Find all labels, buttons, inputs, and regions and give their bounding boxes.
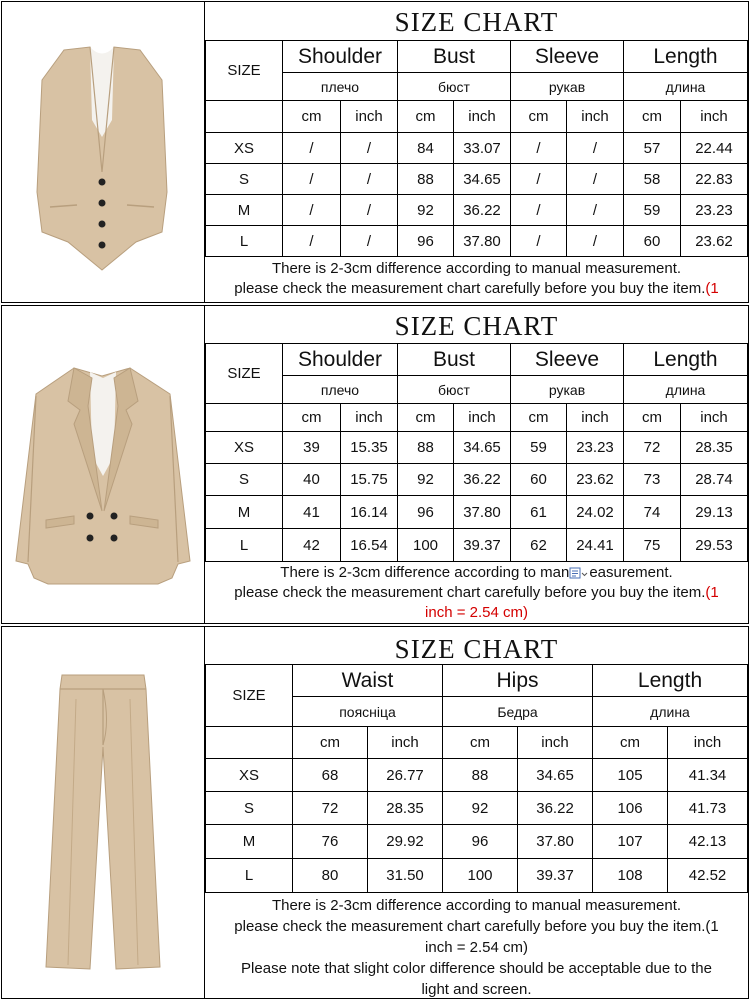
table-cell: 96 bbox=[398, 226, 454, 257]
table-cell: 72 bbox=[293, 792, 368, 825]
blazer-size-chart bbox=[205, 306, 748, 623]
unit-cell: cm bbox=[511, 404, 567, 432]
empty-cell bbox=[206, 727, 293, 759]
table-cell: 42.13 bbox=[668, 825, 748, 859]
table-cell: 41 bbox=[283, 496, 341, 529]
note-line: inch = 2.54 cm) bbox=[425, 939, 528, 956]
table-cell: XS bbox=[206, 432, 283, 464]
col-header-bust: Bust bbox=[398, 41, 511, 73]
vest-image bbox=[2, 2, 204, 304]
unit-cell: inch bbox=[341, 101, 398, 133]
vest-table bbox=[205, 40, 748, 257]
col-subheader: бюст bbox=[398, 73, 511, 101]
table-cell: XS bbox=[206, 759, 293, 792]
vest-size-chart bbox=[205, 2, 748, 299]
table-cell: 29.53 bbox=[681, 529, 748, 562]
empty-cell bbox=[206, 404, 283, 432]
table-cell: 80 bbox=[293, 859, 368, 893]
size-header: SIZE bbox=[206, 665, 293, 727]
unit-cell: cm bbox=[398, 101, 454, 133]
vest-panel bbox=[1, 1, 749, 303]
table-cell: / bbox=[341, 164, 398, 195]
table-cell: 36.22 bbox=[454, 195, 511, 226]
col-header-length: Length bbox=[624, 41, 748, 73]
unit-cell: inch bbox=[454, 404, 511, 432]
note-line: There is 2-3cm difference according to manual measurement. bbox=[271, 897, 682, 914]
col-subheader: длина bbox=[624, 376, 748, 404]
note-line: Please note that slight color difference should be acceptable due to the bbox=[241, 960, 712, 977]
table-cell: 24.41 bbox=[567, 529, 624, 562]
table-cell: M bbox=[206, 496, 283, 529]
col-header-length: Length bbox=[624, 344, 748, 376]
unit-cell: cm bbox=[593, 727, 668, 759]
table-cell: 88 bbox=[398, 164, 454, 195]
note-red-text: (1 bbox=[705, 280, 719, 297]
pants-panel bbox=[1, 626, 749, 999]
unit-cell: inch bbox=[454, 101, 511, 133]
col-header-waist: Waist bbox=[293, 665, 443, 697]
col-header-sleeve: Sleeve bbox=[511, 41, 624, 73]
table-cell: 34.65 bbox=[518, 759, 593, 792]
table-cell: 105 bbox=[593, 759, 668, 792]
blazer-table bbox=[205, 343, 748, 562]
table-cell: 88 bbox=[443, 759, 518, 792]
table-cell: 42 bbox=[283, 529, 341, 562]
table-cell: 28.35 bbox=[681, 432, 748, 464]
table-cell: 100 bbox=[398, 529, 454, 562]
unit-cell: cm bbox=[443, 727, 518, 759]
chart-title: SIZE CHART bbox=[394, 7, 559, 37]
table-cell: 92 bbox=[398, 464, 454, 496]
col-subheader: рукав bbox=[511, 376, 624, 404]
table-row bbox=[206, 133, 748, 164]
note-red-text: (1 bbox=[705, 584, 719, 601]
table-cell: 88 bbox=[398, 432, 454, 464]
table-cell: / bbox=[511, 195, 567, 226]
table-cell: 84 bbox=[398, 133, 454, 164]
table-row bbox=[206, 792, 748, 825]
table-cell: 23.62 bbox=[681, 226, 748, 257]
table-cell: S bbox=[206, 164, 283, 195]
unit-cell: inch bbox=[567, 101, 624, 133]
unit-cell: cm bbox=[624, 404, 681, 432]
table-cell: / bbox=[511, 164, 567, 195]
col-subheader: пояснiца bbox=[293, 697, 443, 727]
blazer-panel bbox=[1, 305, 749, 624]
col-subheader: длина bbox=[593, 697, 748, 727]
col-header-shoulder: Shoulder bbox=[283, 344, 398, 376]
table-cell: 36.22 bbox=[454, 464, 511, 496]
table-cell: 29.92 bbox=[368, 825, 443, 859]
note-line bbox=[205, 583, 748, 603]
table-row bbox=[206, 529, 748, 562]
note-red-line: inch = 2.54 cm) bbox=[425, 604, 528, 621]
table-cell: 59 bbox=[624, 195, 681, 226]
table-cell: 37.80 bbox=[454, 226, 511, 257]
table-cell: 39 bbox=[283, 432, 341, 464]
pants-image-column bbox=[2, 627, 205, 998]
table-cell: 40 bbox=[283, 464, 341, 496]
table-cell: 15.75 bbox=[341, 464, 398, 496]
table-row bbox=[206, 226, 748, 257]
unit-cell: cm bbox=[283, 101, 341, 133]
col-subheader: плечо bbox=[283, 376, 398, 404]
table-cell: 96 bbox=[443, 825, 518, 859]
table-cell: 73 bbox=[624, 464, 681, 496]
table-cell: 37.80 bbox=[454, 496, 511, 529]
table-cell: / bbox=[341, 133, 398, 164]
table-cell: 107 bbox=[593, 825, 668, 859]
table-cell: / bbox=[511, 226, 567, 257]
table-cell: 100 bbox=[443, 859, 518, 893]
col-header-sleeve: Sleeve bbox=[511, 344, 624, 376]
table-cell: S bbox=[206, 792, 293, 825]
table-cell: M bbox=[206, 825, 293, 859]
note-text: There is 2-3cm difference according to man bbox=[280, 564, 570, 581]
table-row bbox=[206, 432, 748, 464]
table-row bbox=[206, 164, 748, 195]
table-cell: 22.83 bbox=[681, 164, 748, 195]
note-line: There is 2-3cm difference according to manual measurement. bbox=[271, 260, 682, 277]
unit-cell: inch bbox=[518, 727, 593, 759]
table-cell: / bbox=[341, 226, 398, 257]
note-text: please check the measurement chart carefully before you buy the item. bbox=[234, 584, 706, 601]
table-cell: / bbox=[567, 133, 624, 164]
table-cell: 96 bbox=[398, 496, 454, 529]
table-cell: 39.37 bbox=[518, 859, 593, 893]
table-cell: 58 bbox=[624, 164, 681, 195]
table-cell: / bbox=[283, 195, 341, 226]
table-cell: 76 bbox=[293, 825, 368, 859]
pants-table bbox=[205, 664, 748, 893]
table-cell: / bbox=[567, 226, 624, 257]
table-cell: M bbox=[206, 195, 283, 226]
unit-cell: inch bbox=[681, 404, 748, 432]
col-subheader: рукав bbox=[511, 73, 624, 101]
pants-image bbox=[2, 627, 204, 1000]
table-row bbox=[206, 759, 748, 792]
table-cell: 62 bbox=[511, 529, 567, 562]
table-cell: / bbox=[283, 226, 341, 257]
col-subheader: плечо bbox=[283, 73, 398, 101]
table-row bbox=[206, 859, 748, 893]
note-line: light and screen. bbox=[421, 981, 532, 998]
table-row bbox=[206, 464, 748, 496]
table-cell: 31.50 bbox=[368, 859, 443, 893]
table-cell: 26.77 bbox=[368, 759, 443, 792]
table-cell: 23.23 bbox=[681, 195, 748, 226]
table-cell: 16.14 bbox=[341, 496, 398, 529]
col-header-shoulder: Shoulder bbox=[283, 41, 398, 73]
unit-cell: cm bbox=[624, 101, 681, 133]
unit-cell: inch bbox=[668, 727, 748, 759]
col-subheader: длина bbox=[624, 73, 748, 101]
unit-cell: inch bbox=[368, 727, 443, 759]
size-header: SIZE bbox=[206, 344, 283, 404]
table-cell: 68 bbox=[293, 759, 368, 792]
unit-cell: inch bbox=[681, 101, 748, 133]
col-header-hips: Hips bbox=[443, 665, 593, 697]
table-cell: L bbox=[206, 226, 283, 257]
table-cell: 28.35 bbox=[368, 792, 443, 825]
chart-title: SIZE CHART bbox=[394, 634, 559, 664]
table-cell: 28.74 bbox=[681, 464, 748, 496]
col-header-bust: Bust bbox=[398, 344, 511, 376]
table-cell: 16.54 bbox=[341, 529, 398, 562]
table-cell: 39.37 bbox=[454, 529, 511, 562]
table-cell: 59 bbox=[511, 432, 567, 464]
unit-cell: inch bbox=[567, 404, 624, 432]
note-line: please check the measurement chart carefully before you buy the item.(1 bbox=[234, 918, 719, 935]
table-cell: 108 bbox=[593, 859, 668, 893]
table-cell: 75 bbox=[624, 529, 681, 562]
blazer-note bbox=[205, 562, 748, 623]
table-cell: / bbox=[511, 133, 567, 164]
note-text: easurement. bbox=[589, 564, 673, 581]
table-cell: 36.22 bbox=[518, 792, 593, 825]
table-cell: 61 bbox=[511, 496, 567, 529]
vest-note bbox=[205, 257, 748, 299]
table-cell: 92 bbox=[443, 792, 518, 825]
table-cell: 34.65 bbox=[454, 432, 511, 464]
table-row bbox=[206, 195, 748, 226]
unit-cell: cm bbox=[398, 404, 454, 432]
note-line bbox=[205, 563, 748, 583]
unit-cell: inch bbox=[341, 404, 398, 432]
table-row bbox=[206, 825, 748, 859]
table-cell: 41.73 bbox=[668, 792, 748, 825]
table-cell: 33.07 bbox=[454, 133, 511, 164]
table-cell: / bbox=[567, 164, 624, 195]
note-line bbox=[205, 279, 748, 299]
size-header: SIZE bbox=[206, 41, 283, 101]
table-cell: / bbox=[283, 164, 341, 195]
pants-note bbox=[205, 893, 748, 1000]
table-cell: 23.62 bbox=[567, 464, 624, 496]
table-cell: / bbox=[283, 133, 341, 164]
col-subheader: бюст bbox=[398, 376, 511, 404]
table-cell: S bbox=[206, 464, 283, 496]
unit-cell: cm bbox=[511, 101, 567, 133]
table-cell: L bbox=[206, 529, 283, 562]
vest-image-column bbox=[2, 2, 205, 302]
table-cell: 92 bbox=[398, 195, 454, 226]
table-cell: 22.44 bbox=[681, 133, 748, 164]
table-cell: XS bbox=[206, 133, 283, 164]
blazer-image-column bbox=[2, 306, 205, 623]
empty-cell bbox=[206, 101, 283, 133]
table-cell: 37.80 bbox=[518, 825, 593, 859]
chart-title: SIZE CHART bbox=[394, 311, 559, 341]
note-text: please check the measurement chart carefully before you buy the item. bbox=[234, 280, 706, 297]
table-cell: 74 bbox=[624, 496, 681, 529]
table-cell: 24.02 bbox=[567, 496, 624, 529]
pants-size-chart bbox=[205, 627, 748, 1000]
table-cell: 106 bbox=[593, 792, 668, 825]
table-cell: L bbox=[206, 859, 293, 893]
table-cell: 29.13 bbox=[681, 496, 748, 529]
table-cell: 41.34 bbox=[668, 759, 748, 792]
table-cell: 23.23 bbox=[567, 432, 624, 464]
col-header-length: Length bbox=[593, 665, 748, 697]
table-cell: 60 bbox=[624, 226, 681, 257]
table-cell: / bbox=[567, 195, 624, 226]
col-subheader: Бедра bbox=[443, 697, 593, 727]
table-row bbox=[206, 496, 748, 529]
table-cell: 42.52 bbox=[668, 859, 748, 893]
blazer-image bbox=[2, 306, 204, 625]
popup-icon[interactable] bbox=[569, 567, 589, 580]
table-cell: 34.65 bbox=[454, 164, 511, 195]
table-cell: / bbox=[341, 195, 398, 226]
unit-cell: cm bbox=[293, 727, 368, 759]
table-cell: 57 bbox=[624, 133, 681, 164]
table-cell: 60 bbox=[511, 464, 567, 496]
table-cell: 72 bbox=[624, 432, 681, 464]
table-cell: 15.35 bbox=[341, 432, 398, 464]
unit-cell: cm bbox=[283, 404, 341, 432]
